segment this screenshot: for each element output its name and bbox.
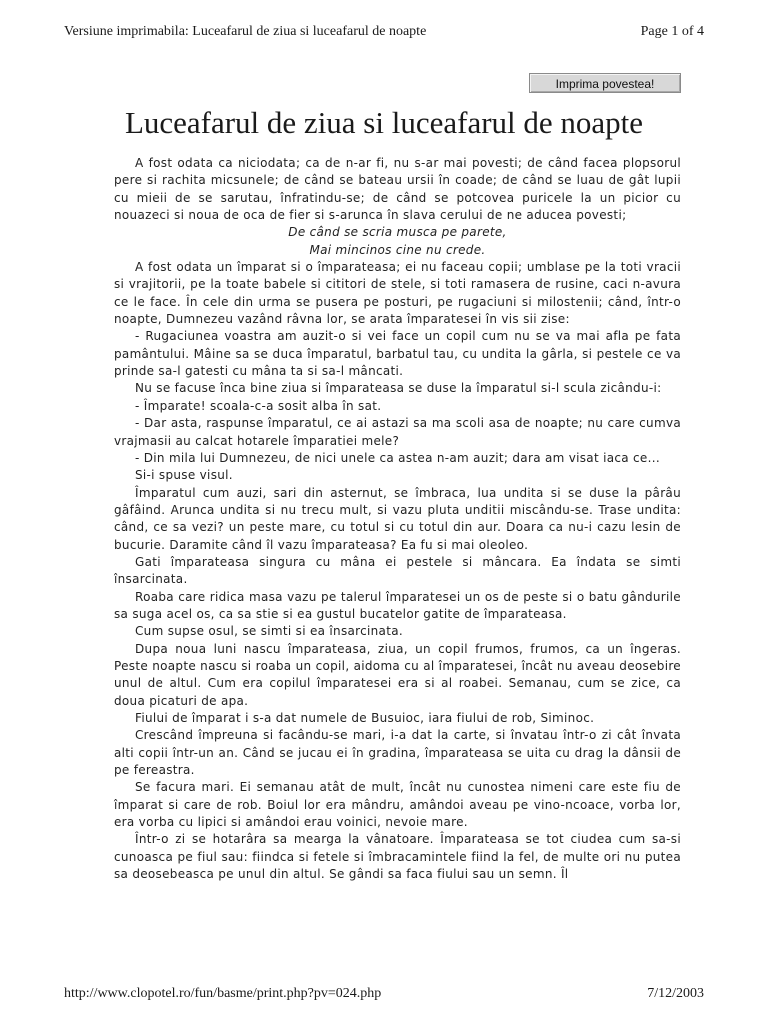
verse-line: Mai mincinos cine nu crede. [309, 242, 486, 257]
paragraph: Nu se facuse înca bine ziua si împarateasa se duse la împaratul si-l scula zicându-i: [135, 381, 662, 396]
paragraph: - Din mila lui Dumnezeu, de nici unele ca astea n-am auzit; dara am visat iaca ce... [135, 450, 660, 465]
verse-line: De când se scria musca pe parete, [288, 225, 507, 240]
story-title: Luceafarul de ziua si luceafarul de noapte [124, 105, 644, 140]
paragraph: Dupa noua luni nascu împarateasa, ziua, un copil frumos, frumos, ca un îngeras. Peste noapte nascu si roaba un copil, aidoma cu al împaratesei, încât nu aveau deosebire unul de altul. Cum era copilul împaratesei era si al roabei. Semanau, cum se zice, ca doua picaturi de apa. [114, 641, 681, 708]
print-footer-date: 7/12/2003 [647, 986, 704, 1001]
print-header-title: Versiune imprimabila: Luceafarul de ziua si luceafarul de noapte [64, 24, 427, 39]
paragraph: Si-i spuse visul. [135, 468, 233, 483]
paragraph: A fost odata un împarat si o împarateasa; ei nu faceau copii; umblase pe la toti vracii si vrajitorii, pe la toate babele si cititori de stele, si toti ramasera de rusine, caci n-avura ce le face. În cele din urma se pusera pe posturi, pe rugaciuni si milostenii; când, într-o noapte, Dumnezeu vazând râvna lor, se arata împaratesei în vis sii zise: [114, 260, 681, 327]
print-story-button[interactable]: Imprima povestea! [529, 73, 681, 93]
paragraph: Crescând împreuna si facându-se mari, i-a dat la carte, si învatau într-o zi cât învata alti copii într-un an. Când se jucau ei în gradina, împarateasa se uita cu drag la dânsii de pe fereastra. [114, 728, 681, 778]
paragraph: Roaba care ridica masa vazu pe talerul împaratesei un os de peste si o batu gândurile sa suga acel os, ca sa stie si ea gustul bucatelor gatite de împarateasa. [114, 589, 681, 621]
page-number: Page 1 of 4 [640, 24, 704, 39]
paragraph: Într-o zi se hotarâra sa mearga la vânatoare. Împarateasa se tot ciudea cum sa-si cunoasca pe fiul sau: fiindca si fetele si îmbracamintele fiind la fel, de multe ori nu putea sa deosebeasca pe unul din altul. Se gândi sa faca fiului sau un semn. Îl [114, 832, 681, 882]
paragraph: - Rugaciunea voastra am auzit-o si vei face un copil cum nu se va mai afla pe fata pamântului. Mâine sa se duca împaratul, barbatul tau, cu undita la gârla, si pestele ce va prinde sa-l gatesti cu mâna ta si sa-l mâncati. [114, 329, 681, 379]
paragraph: - Dar asta, raspunse împaratul, ce ai astazi sa ma scoli asa de noapte; nu care cumva vrajmasii au calcat hotarele împaratiei mele? [114, 416, 681, 448]
print-footer-url: http://www.clopotel.ro/fun/basme/print.php?pv=024.php [64, 986, 382, 1001]
paragraph: Împaratul cum auzi, sari din asternut, se îmbraca, lua undita si se duse la pârâu gâfâind. Arunca undita si nu trecu mult, si vazu pluta unditii miscându-se. Trase undita: când, ce sa vezi? un peste mare, cu totul si cu totul din aur. Doara ca nu-i cazu lesin de bucurie. Daramite când îl vazu împarateasa? Ea fu si mai oleoleo. [114, 485, 681, 552]
paragraph: A fost odata ca niciodata; ca de n-ar fi, nu s-ar mai povesti; de când facea plopsorul pere si rachita micsunele; de când se bateau ursii în coade; de când se luau de gât lupii cu mieii de se sarutau, înfratindu-se; de când se potcovea puricele la un picior cu nouazeci si noua de oca de fier si s-arunca în slava cerului de ne aducea povesti; [114, 156, 681, 223]
paragraph: Cum supse osul, se simti si ea însarcinata. [135, 624, 403, 639]
story-text [114, 155, 681, 883]
paragraph: Fiului de împarat i s-a dat numele de Busuioc, iara fiului de rob, Siminoc. [135, 711, 595, 725]
paragraph: Gati împarateasa singura cu mâna ei pestele si mâncara. Ea îndata se simti însarcinata. [114, 554, 681, 587]
paragraph: - Împarate! scoala-c-a sosit alba în sat. [135, 398, 382, 413]
paragraph: Se facura mari. Ei semanau atât de mult, încât nu cunostea nimeni care este fiu de împarat si care de rob. Boiul lor era mândru, amândoi aveau pe vino-ncoace, vorba lor, era vorba cu lipici si amândoi erau voinici, nevoie mare. [114, 780, 681, 830]
